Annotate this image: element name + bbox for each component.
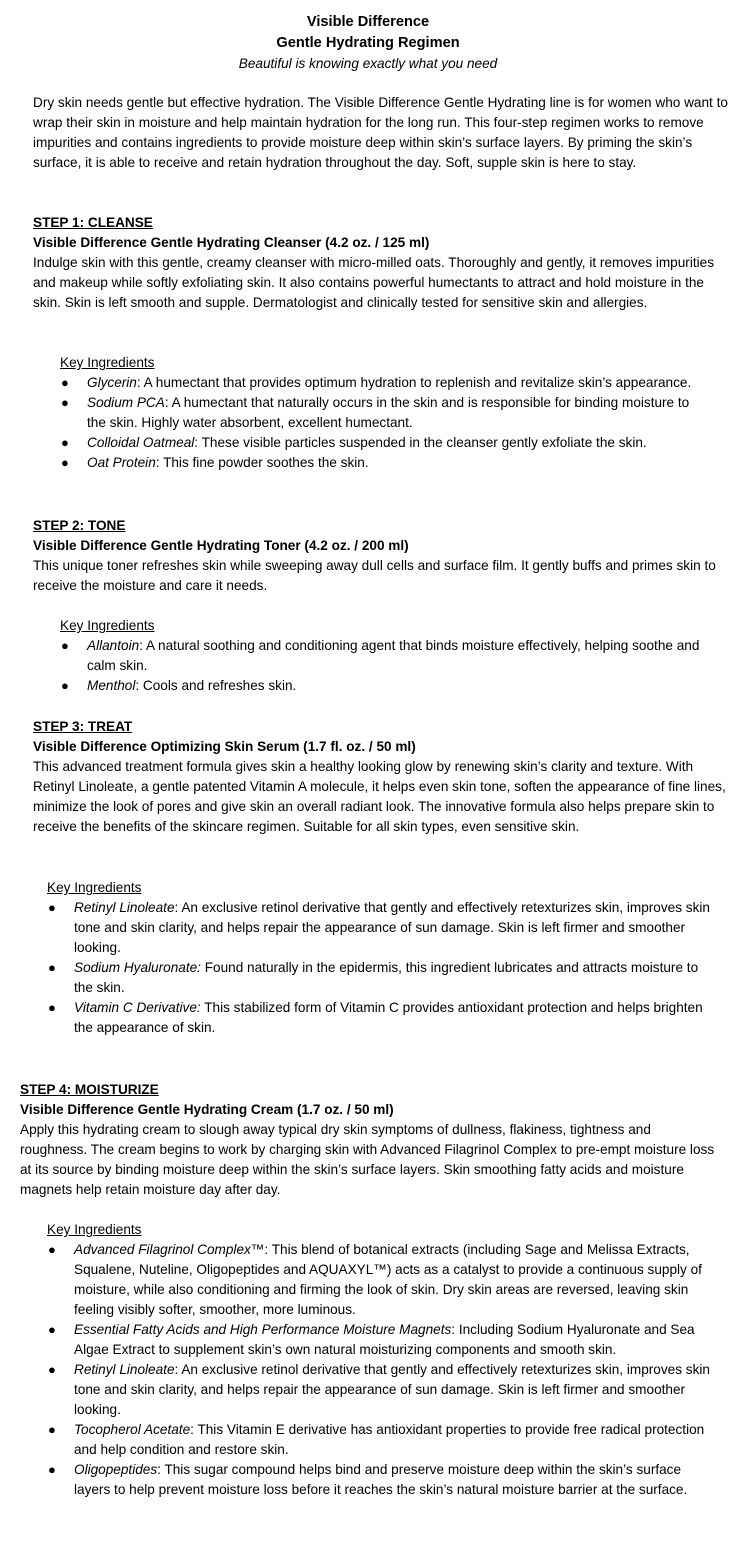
ingredient-description: : A natural soothing and conditioning agent that binds moisture effectively, helping soothe and calm skin.: [87, 638, 700, 673]
ingredient-description: This stabilized form of Vitamin C provides antioxidant protection and helps brighten the appearance of skin.: [74, 1000, 703, 1035]
ingredient-description: : This blend of botanical extracts (including Sage and Melissa Extracts, Squalene, Nuteline, Oligopeptides and AQUAXYL™) acts as a catalyst to provide a continuous supply of moisture, while also conditioning and firming the look of skin. Dry skin areas are reversed, leaving skin feeling visibly softer, smoother, more luminous.: [74, 1242, 702, 1317]
product-name: Visible Difference Gentle Hydrating Toner (4.2 oz. / 200 ml): [33, 538, 409, 553]
step-2-ingredients: [60, 616, 706, 696]
ingredient-item: [47, 998, 713, 1038]
ingredient-item: [47, 1360, 713, 1420]
step-4-ingredients: [47, 1220, 713, 1500]
ingredient-list: [47, 898, 713, 1038]
ingredient-item: [60, 373, 706, 393]
ingredient-name: Retinyl Linoleate: [74, 1362, 175, 1377]
ingredient-item: [60, 636, 706, 676]
key-ingredients-label: Key Ingredients: [60, 618, 155, 633]
key-ingredients-label: Key Ingredients: [60, 355, 155, 370]
step-heading: STEP 4: MOISTURIZE: [20, 1082, 159, 1097]
ingredient-description: : A humectant that naturally occurs in the skin and is responsible for binding moisture to the skin. Highly water absorbent, excellent humectant.: [87, 395, 690, 430]
step-heading: STEP 3: TREAT: [33, 719, 133, 734]
ingredient-name: Advanced Filagrinol Complex™: [74, 1242, 265, 1257]
product-name: Visible Difference Gentle Hydrating Cleanser (4.2 oz. / 125 ml): [33, 235, 430, 250]
step-3-ingredients: [47, 878, 713, 1038]
ingredient-description: : This sugar compound helps bind and preserve moisture deep within the skin’s surface layers to help prevent moisture loss before it reaches the skin’s natural moisture barrier at the surface.: [74, 1462, 688, 1497]
bullet-icon: ●: [61, 375, 69, 390]
bullet-icon: ●: [61, 435, 69, 450]
bullet-icon: ●: [48, 1462, 56, 1477]
ingredient-name: Vitamin C Derivative:: [74, 1000, 201, 1015]
intro-paragraph: Dry skin needs gentle but effective hydration. The Visible Difference Gentle Hydrating line is for women who want to wrap their skin in moisture and help maintain hydration for the long run. This four-step regimen works to remove impurities and contains ingredients to provide moisture deep within skin’s surface layers. By priming the skin’s surface, it is able to receive and retain hydration throughout the day. Soft, supple skin is here to stay.: [33, 95, 728, 170]
ingredient-description: : An exclusive retinol derivative that gently and effectively retexturizes skin, improves skin tone and skin clarity, and helps repair the appearance of sun damage. Skin is left firmer and smoother looking.: [74, 1362, 710, 1417]
bullet-icon: ●: [61, 638, 69, 653]
ingredient-description: : This Vitamin E derivative has antioxidant properties to provide free radical protection and help condition and restore skin.: [74, 1422, 705, 1457]
ingredient-item: [47, 1460, 713, 1500]
bullet-icon: ●: [61, 678, 69, 693]
ingredient-name: Glycerin: [87, 375, 137, 390]
bullet-icon: ●: [48, 1422, 56, 1437]
ingredient-item: [60, 676, 706, 696]
ingredient-item: [60, 393, 706, 433]
ingredient-name: Menthol: [87, 678, 136, 693]
ingredient-name: Tocopherol Acetate: [74, 1422, 191, 1437]
step-heading: STEP 1: CLEANSE: [33, 215, 153, 230]
product-name: Visible Difference Gentle Hydrating Cream (1.7 oz. / 50 ml): [20, 1102, 394, 1117]
bullet-icon: ●: [48, 900, 56, 915]
ingredient-name: Colloidal Oatmeal: [87, 435, 195, 450]
ingredient-name: Retinyl Linoleate: [74, 900, 175, 915]
ingredient-list: [47, 1240, 713, 1500]
ingredient-list: [60, 636, 706, 696]
ingredient-name: Essential Fatty Acids and High Performance Moisture Magnets: [74, 1322, 452, 1337]
bullet-icon: ●: [61, 455, 69, 470]
ingredient-item: [47, 1240, 713, 1320]
step-3-section: [33, 717, 729, 837]
ingredient-item: [60, 453, 706, 473]
bullet-icon: ●: [48, 1000, 56, 1015]
document-subtitle: Gentle Hydrating Regimen: [276, 35, 460, 51]
step-2-section: [33, 516, 729, 596]
ingredient-description: Found naturally in the epidermis, this ingredient lubricates and attracts moisture to the skin.: [74, 960, 699, 995]
bullet-icon: ●: [48, 1362, 56, 1377]
product-description: Indulge skin with this gentle, creamy cleanser with micro-milled oats. Thoroughly and gently, it removes impurities and makeup while softly exfoliating skin. It also contains powerful humectants to attract and hold moisture in the skin. Skin is left smooth and supple. Dermatologist and clinically tested for sensitive skin and allergies.: [33, 255, 714, 310]
ingredient-name: Oat Protein: [87, 455, 156, 470]
step-1-section: [33, 213, 729, 313]
ingredient-description: : These visible particles suspended in the cleanser gently exfoliate the skin.: [194, 435, 647, 450]
document-header: [0, 0, 736, 74]
document-title: Visible Difference: [306, 14, 430, 30]
bullet-icon: ●: [48, 1242, 56, 1257]
step-1-ingredients: [60, 353, 706, 473]
ingredient-description: : A humectant that provides optimum hydration to replenish and revitalize skin’s appearance.: [136, 375, 692, 390]
ingredient-name: Sodium Hyaluronate:: [74, 960, 201, 975]
bullet-icon: ●: [48, 960, 56, 975]
ingredient-name: Oligopeptides: [74, 1462, 158, 1477]
document-tagline: Beautiful is knowing exactly what you need: [238, 56, 498, 71]
ingredient-item: [47, 1420, 713, 1460]
step-4-section: [20, 1080, 720, 1200]
ingredient-name: Sodium PCA: [87, 395, 165, 410]
ingredient-list: [60, 373, 706, 473]
product-description: This advanced treatment formula gives skin a healthy looking glow by renewing skin’s clarity and texture. With Retinyl Linoleate, a gentle patented Vitamin A molecule, it helps even skin tone, soften the appearance of fine lines, minimize the look of pores and give skin an overall radiant look. The innovative formula also helps prepare skin to receive the benefits of the skincare regimen. Suitable for all skin types, even sensitive skin.: [33, 759, 726, 834]
ingredient-description: : This fine powder soothes the skin.: [155, 455, 369, 470]
bullet-icon: ●: [48, 1322, 56, 1337]
step-heading: STEP 2: TONE: [33, 518, 126, 533]
ingredient-item: [47, 898, 713, 958]
key-ingredients-label: Key Ingredients: [47, 1222, 142, 1237]
ingredient-item: [47, 1320, 713, 1360]
ingredient-description: : An exclusive retinol derivative that gently and effectively retexturizes skin, improves skin tone and skin clarity, and helps repair the appearance of sun damage. Skin is left firmer and smoother looking.: [74, 900, 710, 955]
ingredient-description: : Cools and refreshes skin.: [135, 678, 297, 693]
product-description: Apply this hydrating cream to slough away typical dry skin symptoms of dullness, flakiness, tightness and roughness. The cream begins to work by charging skin with Advanced Filagrinol Complex to pre-empt moisture loss at its source by binding moisture deep within the skin’s surface layers. Skin smoothing fatty acids and moisture magnets help retain moisture day after day.: [20, 1122, 715, 1197]
product-description: This unique toner refreshes skin while sweeping away dull cells and surface film. It gently buffs and primes skin to receive the moisture and care it needs.: [33, 558, 716, 593]
ingredient-name: Allantoin: [87, 638, 140, 653]
key-ingredients-label: Key Ingredients: [47, 880, 142, 895]
product-name: Visible Difference Optimizing Skin Serum (1.7 fl. oz. / 50 ml): [33, 739, 416, 754]
ingredient-item: [60, 433, 706, 453]
ingredient-description: : Including Sodium Hyaluronate and Sea Algae Extract to supplement skin’s own natural moisturizing components and smooth skin.: [74, 1322, 695, 1357]
bullet-icon: ●: [61, 395, 69, 410]
ingredient-item: [47, 958, 713, 998]
